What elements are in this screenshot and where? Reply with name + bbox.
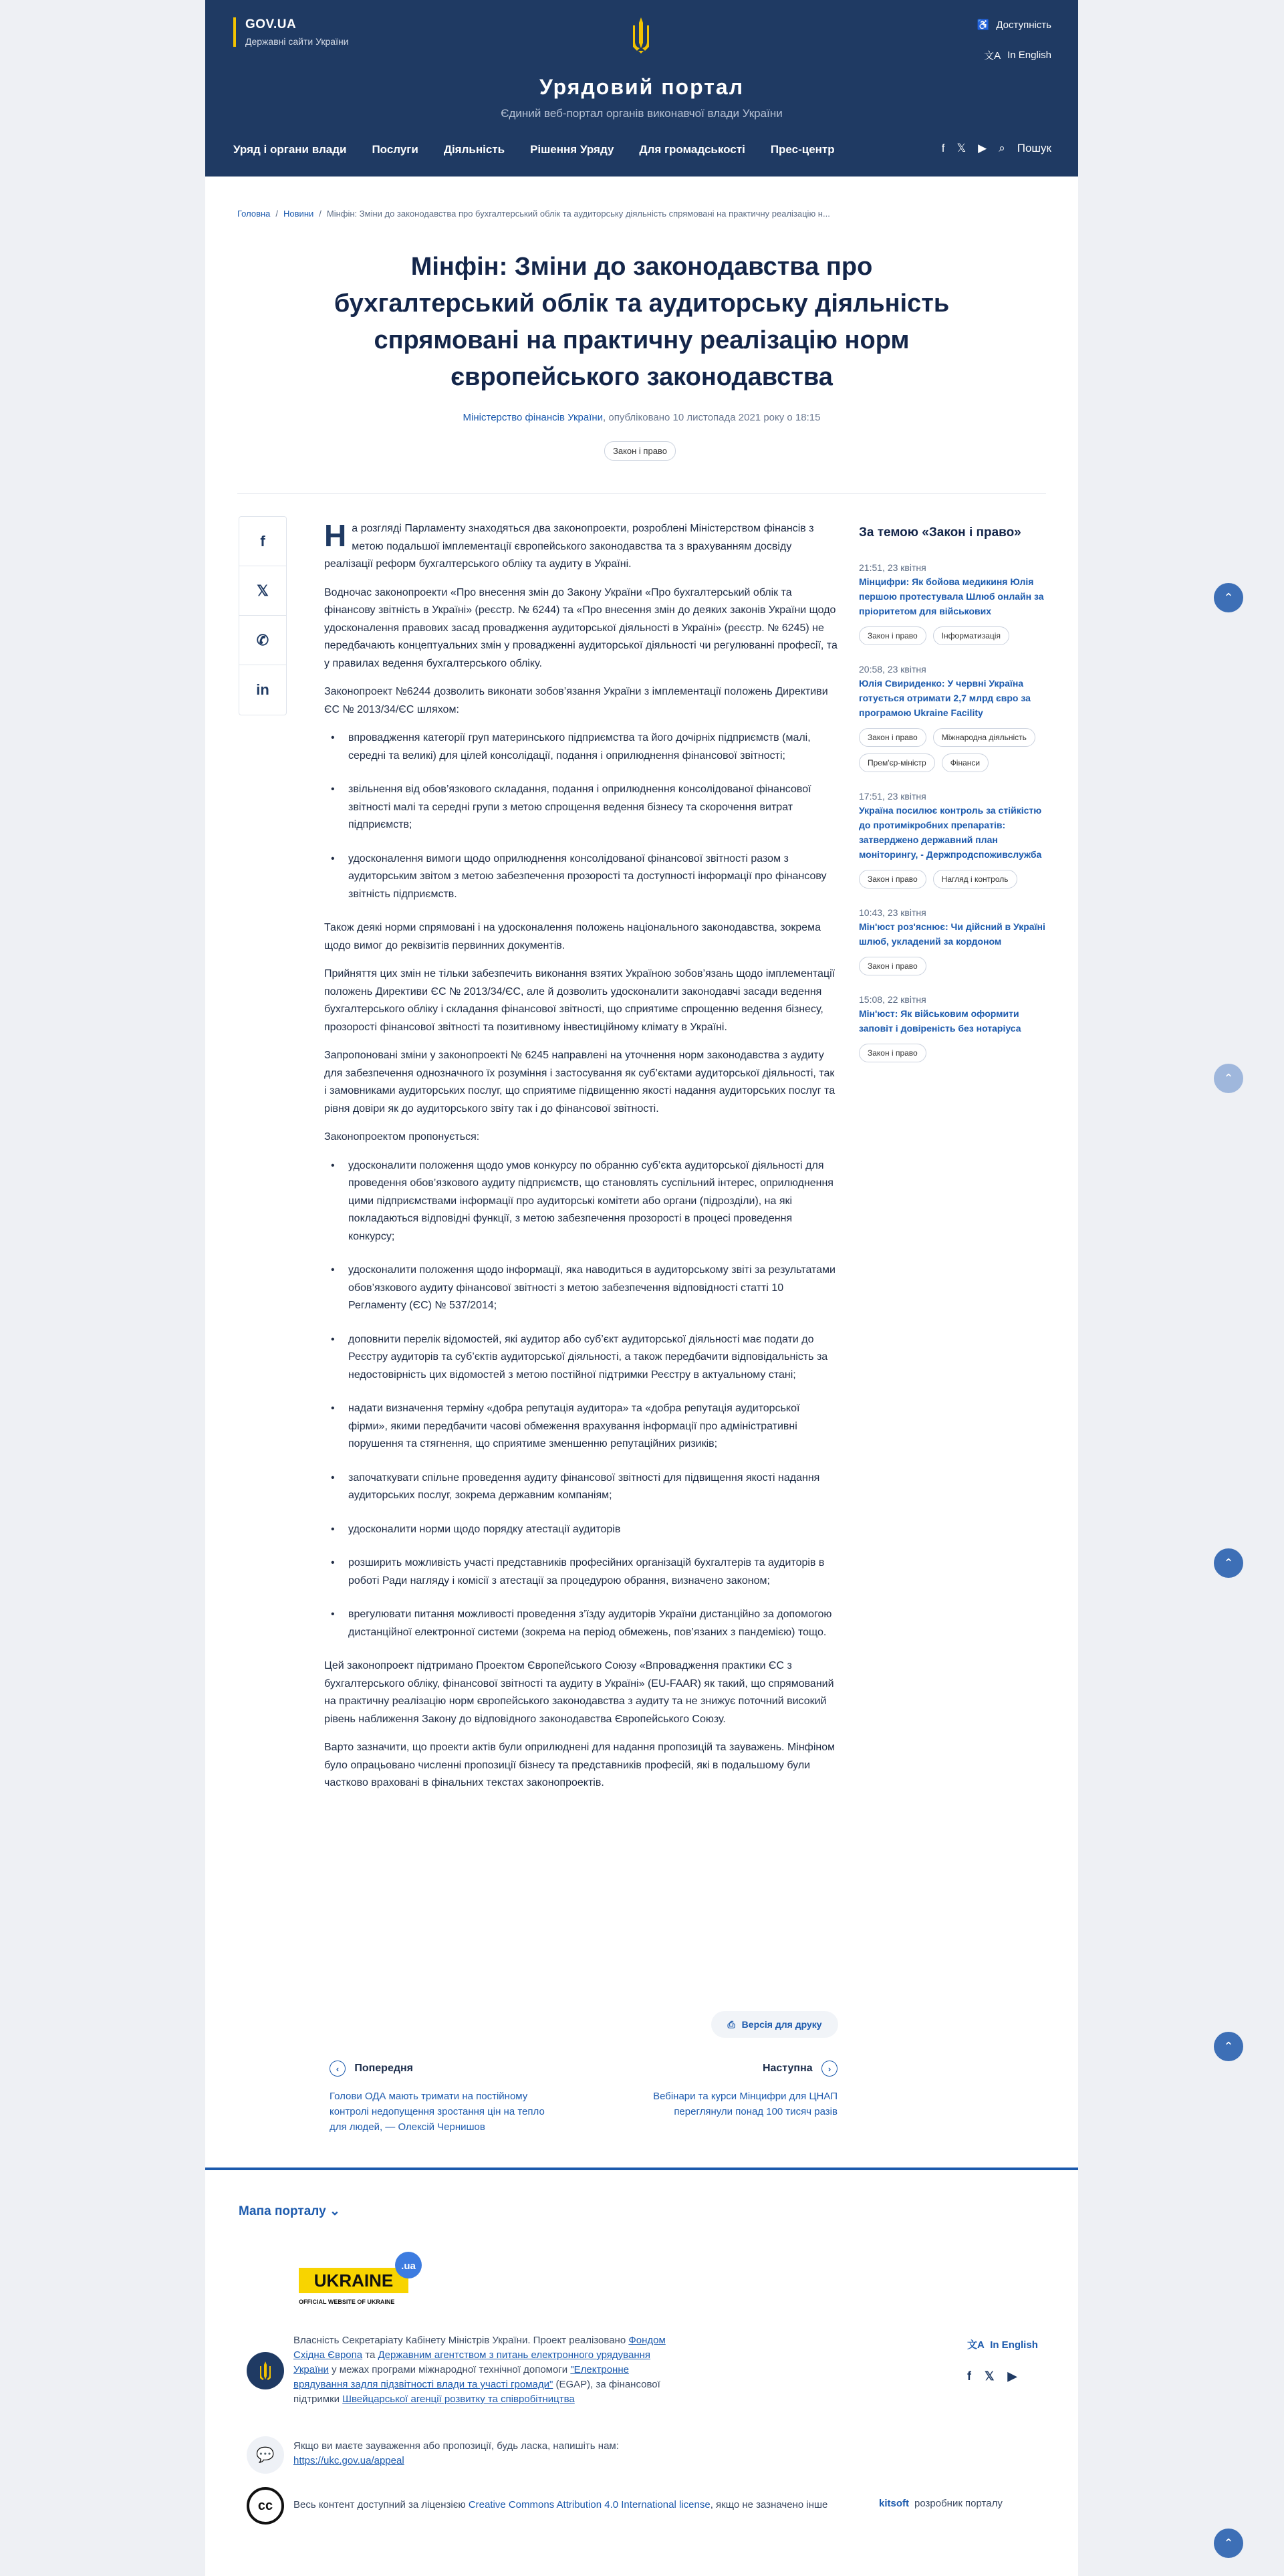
owner-text: у межах програми міжнародної технічної допомоги (328, 2364, 571, 2375)
list-item: • удосконалити положення щодо умов конкурсу по обранню суб’єкта аудиторської діяльності для проведення обов’язкового аудиту підприємств, що становлять суспільний інтерес, оприлюднення цими підприємствами інформації про аудиторські комітети або органи (підрозділи), на які покладаються відповідні функції, з метою забезпечення прозорості в процесі проведення конкурсу; (324, 1157, 839, 1246)
ownership-text (293, 2333, 681, 2407)
chevron-left-icon: ‹ (330, 2061, 346, 2077)
share-facebook-icon[interactable]: f (239, 517, 286, 566)
ukraine-ua-logo[interactable] (293, 2249, 427, 2309)
prev-heading[interactable] (330, 2061, 413, 2077)
license-text-part: Весь контент доступний за ліцензією (293, 2499, 469, 2510)
youtube-icon[interactable]: ▶ (1007, 2369, 1017, 2383)
print-button[interactable] (711, 2011, 838, 2038)
bullet-list (324, 1157, 839, 1642)
search-icon[interactable]: ⌕ (999, 142, 1005, 154)
scroll-up-button[interactable] (1214, 1064, 1243, 1093)
sidebar-news-item (859, 562, 1053, 645)
accessibility-label: Доступність (996, 19, 1051, 31)
footer-divider (205, 2168, 1078, 2170)
list-item: • доповнити перелік відомостей, які аудитор або суб’єкт аудиторської діяльності має подати до Реєстру аудиторів та суб’єктів аудиторської діяльності, а також передбачити відповідальність за недостовірність цих відомостей з метою постійної підтримки Реєстру в актуальному стані; (324, 1331, 839, 1385)
breadcrumb-separator: / (275, 209, 279, 219)
breadcrumb-current: Мінфін: Зміни до законодавства про бухгалтерський облік та аудиторську діяльність спрямовані на практичну реалізацію н... (326, 209, 830, 219)
share-x-icon[interactable]: 𝕏 (239, 566, 286, 616)
news-link[interactable]: Мін'юст: Як військовим оформити заповіт і довіреність без нотаріуса (859, 1008, 1021, 1034)
news-date: 17:51, 23 квітня (859, 791, 926, 802)
news-tag[interactable]: Закон і право (859, 870, 926, 889)
facebook-icon[interactable]: f (941, 142, 945, 154)
owner-text: (EGAP), за фінансової підтримки (293, 2379, 660, 2405)
scroll-up-button[interactable] (1214, 583, 1243, 612)
nav-item-government[interactable]: Уряд і органи влади (233, 143, 347, 156)
east-europe-foundation-link[interactable]: Фондом Східна Європа (293, 2335, 666, 2361)
news-tag[interactable]: Закон і право (859, 626, 926, 645)
nav-item-services[interactable]: Послуги (372, 143, 418, 156)
creative-commons-icon: cc (247, 2487, 284, 2525)
arrow-up-icon: ⌃ (1223, 2536, 1234, 2550)
list-item: • удосконалити положення щодо інформації, яка наводиться в аудиторському звіті за результатами обов’язкового аудиту фінансової звітності з метою забезпечення відповідності статті 10 Регламенту (ЄС) № 537/2014; (324, 1262, 839, 1315)
news-tag[interactable]: Закон і право (859, 957, 926, 975)
gov-ua-link[interactable] (233, 17, 349, 47)
ukraine-caption: OFFICIAL WEBSITE OF UKRAINE (299, 2299, 395, 2305)
nav-item-activity[interactable]: Діяльність (443, 143, 505, 156)
language-switch[interactable] (984, 48, 1051, 62)
license-text-part: , якщо не зазначено інше (710, 2499, 828, 2510)
prev-article-link[interactable]: Голови ОДА мають тримати на постійному контролі недопущення зростання цін на тепло для людей, — Олексій Чернишов (330, 2091, 545, 2133)
scroll-up-button[interactable] (1214, 2529, 1243, 2558)
e-governance-agency-link[interactable]: Державним агентством з питань електронного урядування України (293, 2349, 651, 2375)
breadcrumb-separator: / (319, 209, 322, 219)
facebook-icon[interactable]: f (967, 2369, 971, 2383)
list-item: • надати визначення терміну «добра репутація аудитора» та «добра репутація аудиторської фірми», якими передбачити часові обмеження врахування інформації про адміністративні порушення та стягнення, що сприятиме зменшенню репутаційних ризиків; (324, 1400, 839, 1453)
footer-social (967, 2369, 1017, 2383)
article-paragraph: Законопроект №6244 дозволить виконати зобов’язання України з імплементації положень Директиви ЄС № 2013/34/ЄС шляхом: (324, 686, 828, 715)
nav-item-decisions[interactable]: Рішення Уряду (530, 143, 614, 156)
egap-link[interactable]: "Електронне врядування задля підзвітності влади та участі громади" (293, 2364, 629, 2390)
scroll-up-button[interactable] (1214, 1548, 1243, 1578)
news-link[interactable]: Юлія Свириденко: У червні Україна готується отримати 2,7 млрд євро за програмою Ukraine Facility (859, 678, 1031, 718)
chevron-down-icon: ⌄ (329, 2204, 340, 2218)
developer-label: розробник порталу (914, 2498, 1003, 2509)
article-paragraph: Запропоновані зміни у законопроекті № 6245 направлені на уточнення норм законодавства з аудиту для забезпечення однозначного їх розуміння і застосування як суб’єктами аудиторської діяльності, так і замовниками аудиторських послуг, що сприятиме підвищенню якості надання аудиторських послуг та рівня довіри як до аудиторського звіту так і до фінансової звітності. (324, 1050, 836, 1115)
page-title: Мінфін: Зміни до законодавства про бухгалтерський облік та аудиторську діяльність спрямовані на практичну реалізацію норм європейського законодавства (334, 253, 950, 391)
share-whatsapp-icon[interactable]: ✆ (239, 616, 286, 665)
ukraine-logo-text: UKRAINE (313, 2270, 394, 2291)
next-heading[interactable] (763, 2061, 838, 2077)
article-paragraph: Варто зазначити, що проекти актів були оприлюднені для надання пропозицій та зауважень. Мінфіном було опрацьовано численні пропозиції бізнесу та представників професій, які в подальшому були частково враховані в фінальних текстах законопроектів. (324, 1742, 836, 1788)
breadcrumb-home[interactable]: Головна (237, 209, 271, 219)
nav-item-public[interactable]: Для громадськості (639, 143, 745, 156)
sidebar-news-item (859, 907, 1053, 975)
news-date: 10:43, 23 квітня (859, 907, 926, 918)
article-meta (205, 412, 1078, 423)
ua-badge-text: .ua (401, 2260, 416, 2272)
news-link[interactable]: Мінцифри: Як бойова медикиня Юлія першою протестувала Шлюб онлайн за пріоритетом для військових (859, 576, 1044, 616)
print-label: Версія для друку (741, 2019, 822, 2030)
trident-logo-icon[interactable] (628, 16, 654, 55)
news-date: 21:51, 23 квітня (859, 562, 926, 573)
news-tag[interactable]: Нагляд і контроль (933, 870, 1017, 889)
portal-title[interactable]: Урядовий портал (539, 75, 745, 99)
swiss-agency-link[interactable]: Швейцарської агенції розвитку та співробітництва (342, 2393, 575, 2405)
language-label: In English (1007, 49, 1051, 61)
sidebar-news-item (859, 664, 1053, 772)
next-label: Наступна (762, 2063, 813, 2075)
article-source-link[interactable]: Міністерство фінансів України (463, 412, 604, 423)
arrow-up-icon: ⌃ (1223, 590, 1234, 604)
portal-map-label: Мапа порталу (239, 2204, 326, 2218)
dropcap: Н (324, 518, 347, 553)
owner-text: Власність Секретаріату Кабінету Міністрів України. Проект реалізовано (293, 2335, 629, 2346)
sidebar-title: За темою «Закон і право» (859, 525, 1021, 540)
site-header (205, 0, 1078, 177)
news-tag[interactable]: Прем'єр-міністр (859, 753, 935, 772)
article-paragraph (324, 520, 839, 574)
article-paragraph: Також деякі норми спрямовані і на удосконалення положень національного законодавства, зокрема щодо вимог до реквізитів первинних документів. (324, 922, 821, 951)
government-emblem-icon (247, 2352, 284, 2389)
paragraph-text: а розгляді Парламенту знаходяться два законопроекти, розроблені Міністерством фінансів з метою подальшої імплементації європейського законодавства та з врахуванням досвіду реалізації реформ бухгалтерського обліку та аудиту в Україні. (324, 523, 814, 570)
list-item: • врегулювати питання можливості проведення з’їзду аудиторів України дистанційно за допомогою дистанційної електронної системи (зокрема на період обмежень, пов’язаних з пандемією) тощо. (324, 1606, 839, 1641)
footer-language-label: In English (990, 2339, 1038, 2351)
news-tag[interactable]: Міжнародна діяльність (933, 728, 1035, 747)
youtube-icon[interactable]: ▶ (978, 142, 987, 154)
article-published: , опубліковано 10 листопада 2021 року о 18:15 (603, 412, 821, 423)
translate-icon: 文A (967, 2339, 985, 2351)
news-tag[interactable]: Закон і право (859, 1044, 926, 1062)
x-icon[interactable]: 𝕏 (985, 2369, 995, 2383)
news-link[interactable]: Україна посилює контроль за стійкістю до протимікробних препаратів: затверджено державний план моніторингу, - Держпродспоживслужба (859, 805, 1042, 860)
chevron-right-icon: › (821, 2061, 838, 2077)
breadcrumb-news[interactable]: Новини (283, 209, 314, 219)
header-social (942, 142, 1051, 155)
sidebar-news-item (859, 994, 1053, 1062)
developer-credit[interactable] (879, 2498, 1003, 2509)
article-body (324, 520, 839, 1803)
news-tag[interactable]: Фінанси (942, 753, 989, 772)
news-link[interactable]: Мін'юст роз'яснює: Чи дійсний в Україні шлюб, укладений за кордоном (859, 921, 1045, 947)
portal-subtitle: Єдиний веб-портал органів виконавчої влади України (501, 107, 783, 120)
license-link[interactable]: Creative Commons Attribution 4.0 International license (468, 2499, 711, 2510)
license-text (293, 2499, 827, 2510)
arrow-up-icon: ⌃ (1223, 2039, 1234, 2053)
gov-name: GOV.UA (245, 17, 297, 31)
news-date: 15:08, 22 квітня (859, 994, 926, 1005)
breadcrumb (237, 209, 830, 219)
list-item: • впровадження категорії груп материнського підприємства та його дочірніх підприємств (малі, середні та великі) для цілей консолідації, подання і оприлюднення фінансової звітності; (324, 729, 839, 765)
developer-logo: kitsoft (879, 2498, 909, 2509)
list-item: • удосконалити норми щодо порядку атестації аудиторів (324, 1521, 839, 1539)
list-item: • започаткувати спільне проведення аудиту фінансової звітності для підвищення якості надання аудиторських послуг, зокрема державним компаніям; (324, 1470, 839, 1505)
x-icon[interactable]: 𝕏 (956, 142, 967, 154)
portal-map-toggle[interactable] (239, 2204, 340, 2219)
article-paragraph: Цей законопроект підтримано Проектом Європейського Союзу «Впровадження практики ЄС з бухгалтерського обліку, фінансової звітності та аудиту в Україні» (EU-FAAR) як такий, що спрямований на практичну реалізацію норм європейського законодавства з аудиту та не знижує поточний високий рівень наближення Закону до відповідного законодавства Європейського Союзу. (324, 1660, 834, 1725)
owner-text: та (362, 2349, 378, 2361)
arrow-up-icon: ⌃ (1223, 1071, 1234, 1085)
news-tag[interactable]: Інформатизація (933, 626, 1009, 645)
article-paragraph: Законопроектом пропонується: (324, 1131, 480, 1143)
prev-next-nav (330, 2061, 838, 2135)
scroll-up-button[interactable] (1214, 2032, 1243, 2061)
article-paragraph: Прийняття цих змін не тільки забезпечить виконання взятих Україною зобов’язань щодо імплементації положень Директиви ЄС № 2013/34/ЄС, але й дозволить удосконалити законодавчі засади ведення бухгалтерського обліку і складання фінансової звітності, що сприятиме спрощенню ведення бізнесу, прозорості фінансової звітності та позитивному інвестиційному клімату в Україні. (324, 968, 836, 1033)
news-tag[interactable]: Закон і право (859, 728, 926, 747)
related-sidebar (859, 523, 1053, 1081)
article-paragraph: Водночас законопроекти «Про внесення змін до Закону України «Про бухгалтерський облік та фінансову звітність в Україні» (реєстр. № 6244) та «Про внесення змін до деяких законів України щодо удосконалення правових засад провадження аудиторської діяльності в Україні» (реєстр. № 6245) не передбачають концептуальних змін у провадженні аудиторської діяльності чи регулюванні професії, та у правилах ведення бухгалтерського обліку. (324, 586, 838, 669)
news-date: 20:58, 23 квітня (859, 664, 926, 675)
search-label[interactable]: Пошук (1017, 142, 1051, 154)
gov-sub: Державні сайти України (245, 36, 349, 47)
feedback-chat-icon: 💬 (247, 2436, 284, 2474)
bullet-list (324, 729, 839, 903)
list-item: • звільнення від обов’язкового складання, подання і оприлюднення консолідованої фінансової звітності малі та середні групи з метою спрощення ведення бізнесу та скорочення витрат підприємств; (324, 781, 839, 834)
list-item: • розширить можливість участі представників професійних організацій бухгалтерів та аудиторів в роботі Ради нагляду і комісії з атестації за процедурою обрання, визначено законом; (324, 1554, 839, 1590)
accessibility-icon: ♿ (977, 19, 990, 31)
next-article-link[interactable]: Вебінари та курси Мінцифри для ЦНАП переглянули понад 100 тисяч разів (653, 2091, 838, 2117)
printer-icon: ⎙ (727, 2018, 735, 2030)
nav-item-press[interactable]: Прес-центр (770, 143, 835, 156)
feedback-block (293, 2439, 619, 2468)
share-panel (239, 516, 287, 715)
page (205, 0, 1078, 2576)
feedback-link[interactable]: https://ukc.gov.ua/appeal (293, 2455, 404, 2466)
article-tag[interactable]: Закон і право (604, 441, 676, 461)
arrow-up-icon: ⌃ (1223, 1556, 1234, 1570)
sidebar-news-item (859, 791, 1053, 889)
divider (237, 493, 1046, 494)
share-linkedin-icon[interactable]: in (256, 681, 269, 698)
feedback-text: Якщо ви маєте зауваження або пропозиції, будь ласка, напишіть нам: (293, 2440, 619, 2452)
list-item: • удосконалення вимоги щодо оприлюднення консолідованої фінансової звітності разом з аудиторським звітом з метою забезпечення прозорості та доступності інформації про фінансову звітність підприємств. (324, 850, 839, 904)
accessibility-link[interactable] (977, 19, 1051, 31)
main-nav (233, 143, 835, 156)
prev-label: Попередня (354, 2063, 414, 2075)
translate-icon: 文A (984, 50, 1001, 62)
footer-language-switch[interactable] (967, 2337, 1038, 2351)
article-tag-wrap (604, 441, 676, 461)
